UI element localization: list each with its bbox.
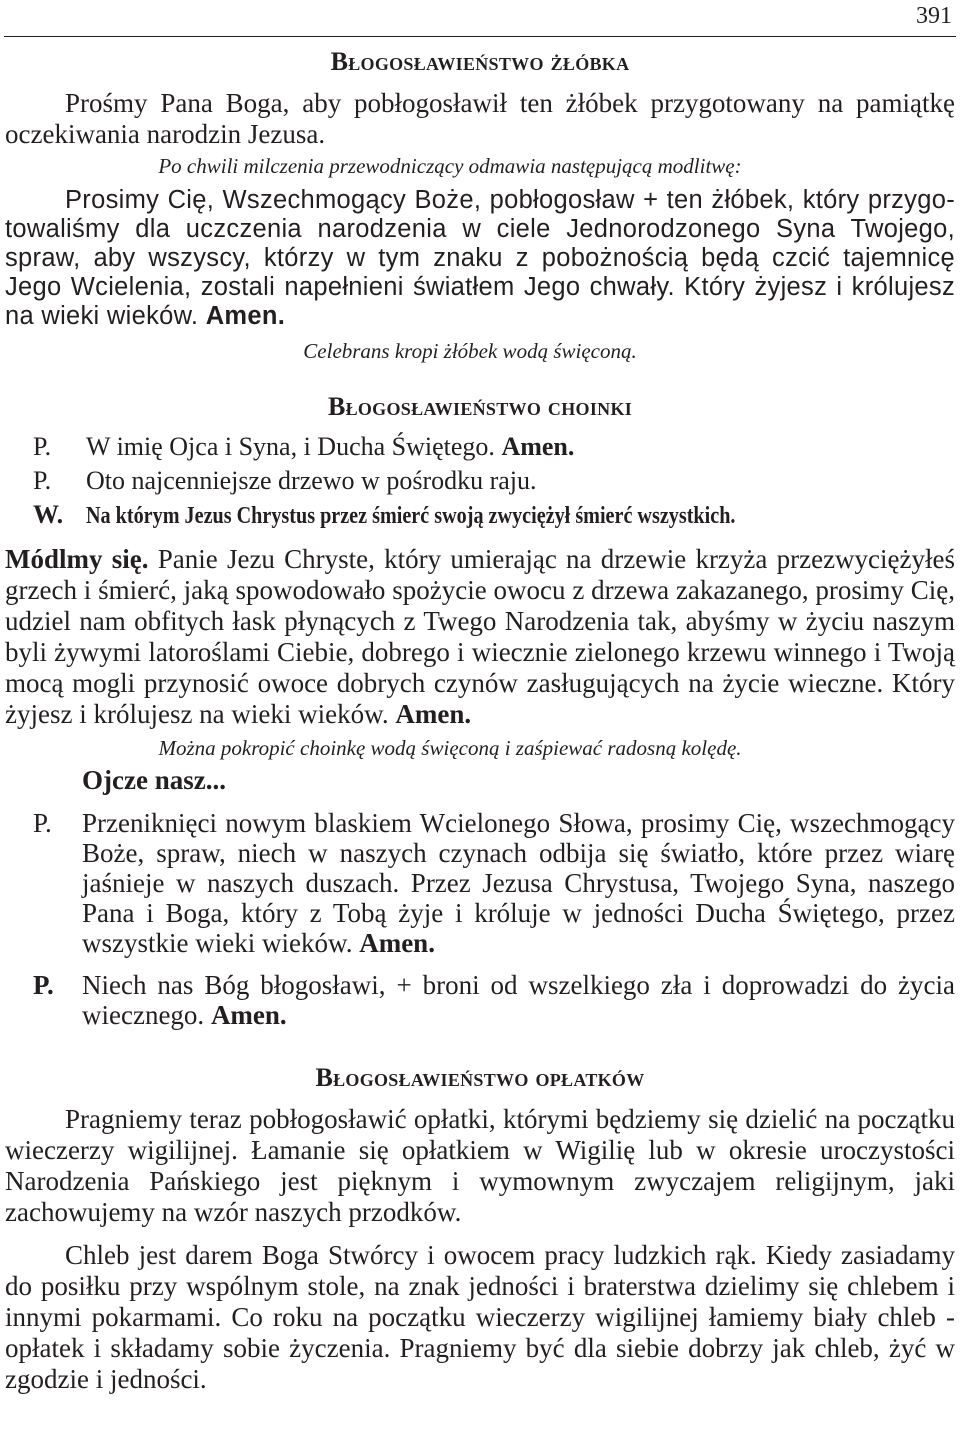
zlobek-rubric: Po chwili milczenia przewodniczący odmawia następującą modlitwę: bbox=[158, 154, 742, 178]
section-heading-zlobek: Błogosławieństwo żłóbka bbox=[330, 47, 630, 76]
choinka-prayer bbox=[5, 544, 955, 730]
choinka-prayer-amen: Amen. bbox=[395, 699, 472, 729]
section-heading-choinka: Błogosławieństwo choinki bbox=[327, 392, 633, 421]
blessing-text bbox=[82, 808, 955, 958]
zlobek-prayer-text: Prosimy Cię, Wszechmogący Boże, pobłogosław + ten żłóbek, który przygo- towaliśmy dla uczczenia narodzenia w ciele Jednorodzonego Syna Twojego, spraw, aby wszyscy, którzy w tym znaku z pobożnością będą czcić tajemnicę Jego Wcielenia, zostali napełnieni światłem Jego chwały. Który żyjesz i królujesz na wieki wieków. bbox=[5, 186, 955, 330]
dialog-line bbox=[5, 465, 955, 496]
choinka-prayer-text: Panie Jezu Chryste, który umierając na drzewie krzyża przezwyciężyłeś grzech i śmierć, jaką spowodowało spożycie owocu z drzewa zakazanego, prosimy Cię, udziel nam obfitych łask płynących z Twego Narodzenia tak, abyśmy w życiu naszym byli żywymi latoroślami Ciebie, dobrego i wiecznie zielonego krzewu winnego i Twoją mocą mogli przynosić owoce dobrych czynów zasługujących na życie wieczne. Który żyjesz i królujesz na wieki wieków. bbox=[5, 544, 956, 729]
prayer-lead: Módlmy się. bbox=[5, 544, 149, 574]
oplatki-paragraph-1: Pragniemy teraz pobłogosławić opłatki, którymi będziemy się dzielić na początku wieczerzy wigilijnej. Łamanie się opłatkiem w Wigilię lub w okresie uroczystości Narodzenia Pańskiego jest pięknym i wymownym zwyczajem religijnym, jaki zachowujemy na wzór naszych przodków. bbox=[5, 1104, 955, 1227]
dialog-amen: Amen. bbox=[501, 432, 575, 461]
zlobek-prayer-amen: Amen. bbox=[205, 302, 286, 330]
blessing-label: P. bbox=[33, 808, 52, 838]
zlobek-rubric-2: Celebrans kropi żłóbek wodą święconą. bbox=[303, 339, 637, 363]
dialog-text: Oto najcenniejsze drzewo w pośrodku raju. bbox=[86, 466, 537, 495]
blessing-text-main: Przeniknięci nowym blaskiem Wcielonego Słowa, prosimy Cię, wszechmogący Boże, spraw, niech w naszych czynach odbija się światło, które przez wiarę jaśnieje w naszych duszach. Przez Jezusa Chrystusa, Twojego Syna, naszego Pana i Boga, który z Tobą żyje i króluje w jedności Ducha Świętego, przez wszystkie wieki wieków. bbox=[82, 808, 955, 958]
dialog-text bbox=[86, 431, 955, 462]
zlobek-intro: Prośmy Pana Boga, aby pobłogosławił ten żłóbek przygotowany na pamiątkę oczekiwania narodzin Jezusa. bbox=[5, 88, 955, 149]
blessing-amen: Amen. bbox=[210, 1000, 287, 1030]
dialog-label: P. bbox=[33, 432, 52, 461]
blessing-label: P. bbox=[33, 970, 54, 1000]
choinka-rubric: Można pokropić choinkę wodą święconą i zaśpiewać radosną kolędę. bbox=[158, 736, 742, 760]
dialog-label: W. bbox=[33, 500, 64, 529]
blessing-text bbox=[82, 970, 955, 1030]
dialog-line bbox=[5, 499, 955, 532]
dialog-response: Na którym Jezus Chrystus przez śmierć swoją zwyciężył śmierć wszystkich. bbox=[86, 503, 736, 529]
ojcze-nasz: Ojcze nasz... bbox=[82, 765, 226, 795]
blessing-item bbox=[5, 970, 955, 1030]
zlobek-prayer bbox=[5, 186, 955, 331]
page-content bbox=[5, 44, 955, 1395]
header-rule bbox=[4, 36, 956, 37]
dialog-line bbox=[5, 431, 955, 462]
oplatki-paragraph-2: Chleb jest darem Boga Stwórcy i owocem pracy ludzkich rąk. Kiedy zasiadamy do posiłku przy wspólnym stole, na znak jedności i braterstwa dzielimy się chlebem i innymi pokarmami. Co roku na początku wieczerzy wigilijnej łamiemy biały chleb - opłatek i składamy sobie życzenia. Pragniemy być dla siebie dobrzy jak chleb, żyć w zgodzie i jedności. bbox=[5, 1240, 955, 1394]
choinka-dialog bbox=[5, 431, 955, 532]
blessing-item bbox=[5, 808, 955, 958]
page-number: 391 bbox=[916, 3, 952, 29]
dialog-text bbox=[86, 499, 955, 532]
section-heading-oplatki: Błogosławieństwo opłatków bbox=[315, 1063, 645, 1092]
dialog-label: P. bbox=[33, 466, 52, 495]
blessing-text-main: Niech nas Bóg błogosławi, + broni od wszelkiego zła i doprowadzi do życia wiecznego. bbox=[82, 970, 955, 1030]
blessing-amen: Amen. bbox=[359, 928, 435, 958]
dialog-text-main: W imię Ojca i Syna, i Ducha Świętego. bbox=[86, 432, 495, 461]
